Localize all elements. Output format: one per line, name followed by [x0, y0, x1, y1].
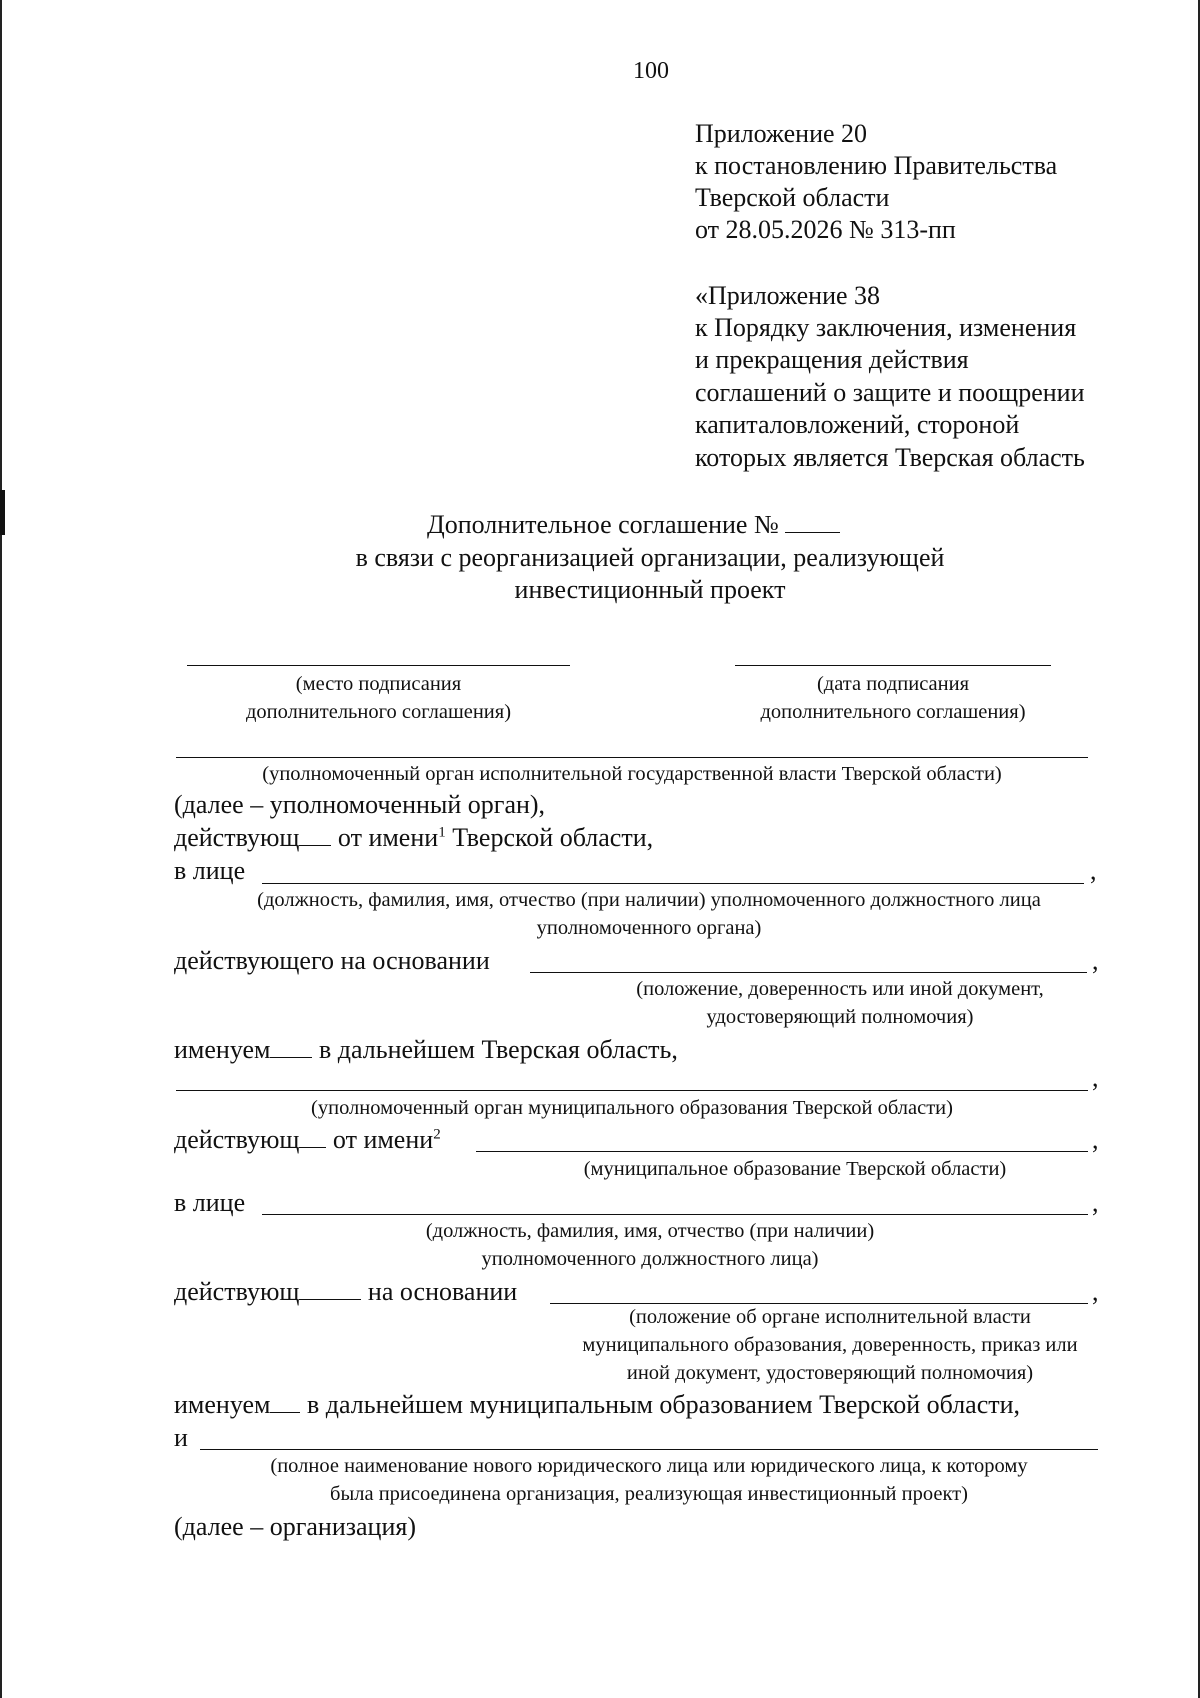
organization-caption: была присоединена организация, реализующая инвестиционный проект): [330, 1483, 968, 1505]
mun-official-caption: (должность, фамилия, имя, отчество (при наличии): [425, 1220, 875, 1242]
acting-text: Тверской области,: [445, 823, 654, 852]
title-line: в связи с реорганизацией организации, реализующей: [355, 543, 945, 572]
comma: ,: [1090, 856, 1097, 885]
acting-text: действующ: [174, 1277, 300, 1306]
official-caption: (должность, фамилия, имя, отчество (при наличии) уполномоченного должностного лица: [257, 889, 1041, 911]
ending-blank: [270, 1411, 300, 1413]
named-text: в дальнейшем Тверская область,: [312, 1035, 678, 1064]
place-caption: (место подписания: [295, 673, 462, 695]
official-caption: уполномоченного органа): [536, 917, 762, 939]
footnote-ref: 1: [438, 824, 446, 841]
municipal-authority-line: [176, 1090, 1088, 1091]
date-caption: дополнительного соглашения): [760, 701, 1026, 723]
ending-blank: [299, 1146, 326, 1148]
ending-blank: [299, 844, 331, 846]
footnote-ref: 2: [433, 1126, 441, 1143]
authority-line: [176, 757, 1088, 758]
place-caption: дополнительного соглашения): [245, 701, 512, 723]
organization-ref: (далее – организация): [174, 1512, 416, 1541]
comma: ,: [1092, 1277, 1099, 1306]
acting-basis2-line: [174, 1277, 517, 1307]
mun-basis-line: [550, 1303, 1088, 1304]
mun-basis-caption: (положение об органе исполнительной власти: [629, 1306, 1031, 1328]
basis-caption: удостоверяющий полномочия): [706, 1006, 974, 1028]
named-text: в дальнейшем муниципальным образованием Тверской области,: [300, 1390, 1021, 1419]
appendix-line: и прекращения действия: [695, 345, 969, 374]
municipal-authority-caption: (уполномоченный орган муниципального образования Тверской области): [311, 1097, 953, 1119]
and-label: и: [174, 1423, 188, 1452]
acting-municipal-line: [174, 1125, 441, 1155]
title-line: инвестиционный проект: [514, 575, 786, 604]
basis-caption: (положение, доверенность или иной документ,: [636, 978, 1044, 1000]
authority-ref: (далее – уполномоченный орган),: [174, 790, 546, 819]
appendix-line: Тверской области: [695, 183, 890, 212]
acting-basis-label: действующего на основании: [174, 946, 490, 975]
comma: ,: [1092, 946, 1099, 975]
appendix-line: «Приложение 38: [695, 281, 881, 310]
number-blank: [785, 531, 840, 533]
acting-text: действующ: [174, 823, 300, 852]
named-text: именуем: [174, 1035, 271, 1064]
official-line: [262, 883, 1084, 884]
appendix-line: от 28.05.2026 № 313-пп: [695, 215, 956, 244]
scan-margin-mark: [0, 490, 5, 535]
appendix-line: Приложение 20: [695, 119, 868, 148]
comma: ,: [1092, 1125, 1099, 1154]
basis-line: [530, 972, 1087, 973]
comma: ,: [1092, 1188, 1099, 1217]
appendix-line: капиталовложений, стороной: [695, 410, 1020, 439]
ending-blank: [270, 1056, 312, 1058]
acting-line: [174, 823, 653, 853]
organization-caption: (полное наименование нового юридического лица или юридического лица, к которому: [270, 1455, 1028, 1477]
appendix-line: к постановлению Правительства: [695, 151, 1058, 180]
mun-basis-caption: муниципального образования, доверенность, приказ или: [582, 1334, 1078, 1356]
in-person-label: в лице: [174, 856, 246, 885]
title-text: Дополнительное соглашение №: [427, 510, 779, 539]
acting-text: на основании: [361, 1277, 518, 1306]
municipality-caption: (муниципальное образование Тверской области): [583, 1158, 1007, 1180]
acting-text: от имени: [326, 1125, 434, 1154]
ending-blank: [299, 1298, 361, 1300]
mun-official-line: [262, 1214, 1088, 1215]
acting-text: действующ: [174, 1125, 300, 1154]
named-text: именуем: [174, 1390, 271, 1419]
mun-basis-caption: иной документ, удостоверяющий полномочия): [626, 1362, 1034, 1384]
mun-official-caption: уполномоченного должностного лица): [481, 1248, 819, 1270]
authority-caption: (уполномоченный орган исполнительной государственной власти Тверской области): [262, 763, 1002, 785]
municipality-line: [476, 1151, 1088, 1152]
named-line: [174, 1035, 678, 1065]
page-number: 100: [633, 58, 669, 84]
in-person-label: в лице: [174, 1188, 246, 1217]
title-line: [427, 510, 840, 540]
organization-line: [200, 1449, 1098, 1450]
date-caption: (дата подписания: [816, 673, 970, 695]
appendix-line: к Порядку заключения, изменения: [695, 313, 1077, 342]
named-municipal-line: [174, 1390, 1020, 1420]
acting-text: от имени: [331, 823, 439, 852]
comma: ,: [1092, 1063, 1099, 1092]
scan-left-border: [0, 0, 2, 1698]
appendix-line: которых является Тверская область: [695, 443, 1085, 472]
place-line: [187, 665, 570, 666]
appendix-line: соглашений о защите и поощрении: [695, 378, 1085, 407]
date-line: [735, 665, 1051, 666]
